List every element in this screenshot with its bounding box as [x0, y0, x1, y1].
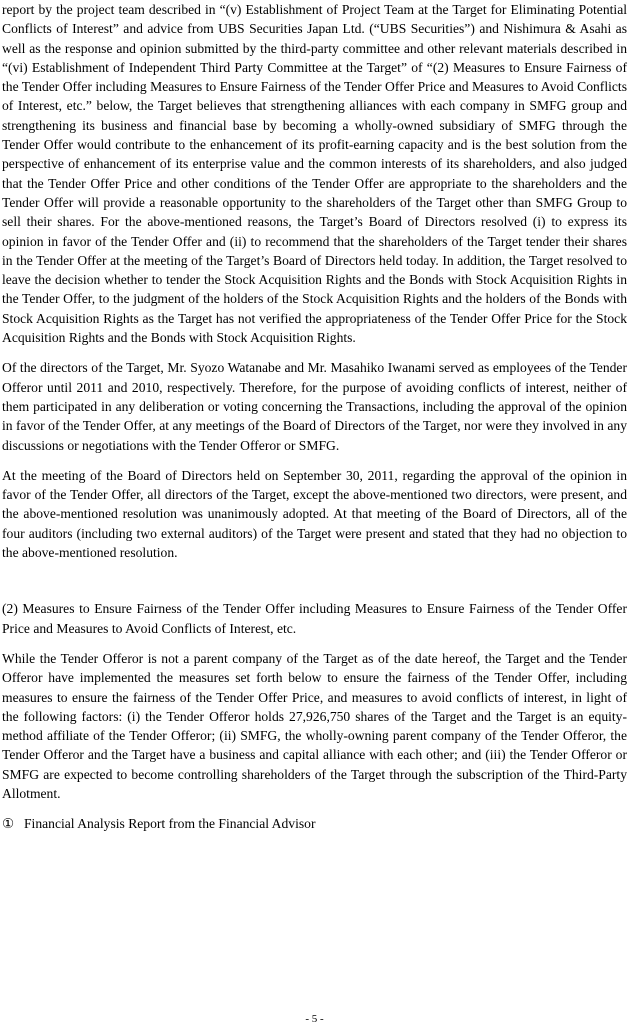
- paragraph-spacer: [2, 347, 627, 358]
- page-number: - 5 -: [305, 1013, 324, 1025]
- circled-number-marker: ①: [2, 816, 15, 832]
- body-paragraph-board-meeting: At the meeting of the Board of Directors held on September 30, 2011, regarding the approval of the opinion in favor of the Tender Offer, all directors of the Target, except the above-mentioned two directors, were present, and the above-mentioned resolution was unanimously adopted. At that meeting of the Board of Directors, all of the four auditors (including two external auditors) of the Target were present and stated that they had no objection to the above-mentioned resolution.: [2, 467, 627, 561]
- body-paragraph-directors: Of the directors of the Target, Mr. Syozo Watanabe and Mr. Masahiko Iwanami served as employees of the Tender Offeror until 2011 and 2010, respectively. Therefore, for the purpose of avoiding conflicts of interest, neither of them participated in any deliberation or voting concerning the Transactions, including the approval of the opinion in favor of the Tender Offer, at any meetings of the Board of Directors of the Target, nor were they involved in any discussions or negotiations with the Tender Offeror or SMFG.: [2, 360, 627, 453]
- paragraph-spacer: [2, 638, 627, 649]
- body-paragraph-opinion: report by the project team described in “(v) Establishment of Project Team at the Target for Eliminating Potential Conflicts of Interest” and advice from UBS Securities Japan Ltd. (“UBS Securities”) and Nishimura & Asahi as well as the response and opinion submitted by the third-party committee and other relevant materials described in “(vi) Establishment of Independent Third Party Committee at the Target” of “(2) Measures to Ensure Fairness of the Tender Offer including Measures to Ensure Fairness of the Tender Offer Price and Measures to Avoid Conflicts of Interest, etc.” below, the Target believes that strengthening alliances with each company in SMFG group and strengthening its business and financial base by becoming a wholly-owned subsidiary of SMFG through the Tender Offer would contribute to the enhancement of its profit-earning capacity and is the best solution from the perspective of enhancement of its enterprise value and the common interests of its shareholders, and also judged that the Tender Offer Price and other conditions of the Tender Offer are appropriate to the shareholders and the Tender Offer will provide a reasonable opportunity to the shareholders of the Target other than SMFG Group to sell their shares. For the above-mentioned reasons, the Target’s Board of Directors resolved (i) to express its opinion in favor of the Tender Offer and (ii) to recommend that the shareholders of the Target tender their shares in the Tender Offer at the meeting of the Target’s Board of Directors held today. In addition, the Target resolved to leave the decision whether to tender the Stock Acquisition Rights and the Bonds with Stock Acquisition Rights in the Tender Offer, to the judgment of the holders of the Stock Acquisition Rights and the holders of the Bonds with Stock Acquisition Rights as the Target has not verified the appropriateness of the Tender Offer Price for the Stock Acquisition Rights and the Bonds with Stock Acquisition Rights.: [2, 2, 627, 346]
- document-page: [2, 0, 627, 834]
- paragraph-spacer: [2, 455, 627, 466]
- paragraph-spacer: [2, 803, 627, 814]
- section-paragraph: While the Tender Offeror is not a parent company of the Target as of the date hereof, the Target and the Tender Offeror have implemented the measures set forth below to ensure the fairness of the Tender Offer, including measures to ensure the fairness of the Tender Offer Price, and measures to avoid conflicts of interest, in light of the following factors: (i) the Tender Offeror holds 27,926,750 shares of the Target and the Target is an equity-method affiliate of the Tender Offeror; (ii) SMFG, the wholly-owning parent company of the Tender Offeror, the Tender Offeror and the Target have a business and capital alliance with each other; and (iii) the Tender Offeror or SMFG are expected to become controlling shareholders of the Target through the subscription of the Third-Party Allotment.: [2, 650, 627, 801]
- sub-heading-text: Financial Analysis Report from the Financial Advisor: [24, 816, 316, 832]
- sub-heading: [2, 814, 627, 833]
- section-spacer: [2, 562, 627, 599]
- section-heading: (2) Measures to Ensure Fairness of the Tender Offer including Measures to Ensure Fairness of the Tender Offer Price and Measures to Avoid Conflicts of Interest, etc.: [2, 601, 627, 636]
